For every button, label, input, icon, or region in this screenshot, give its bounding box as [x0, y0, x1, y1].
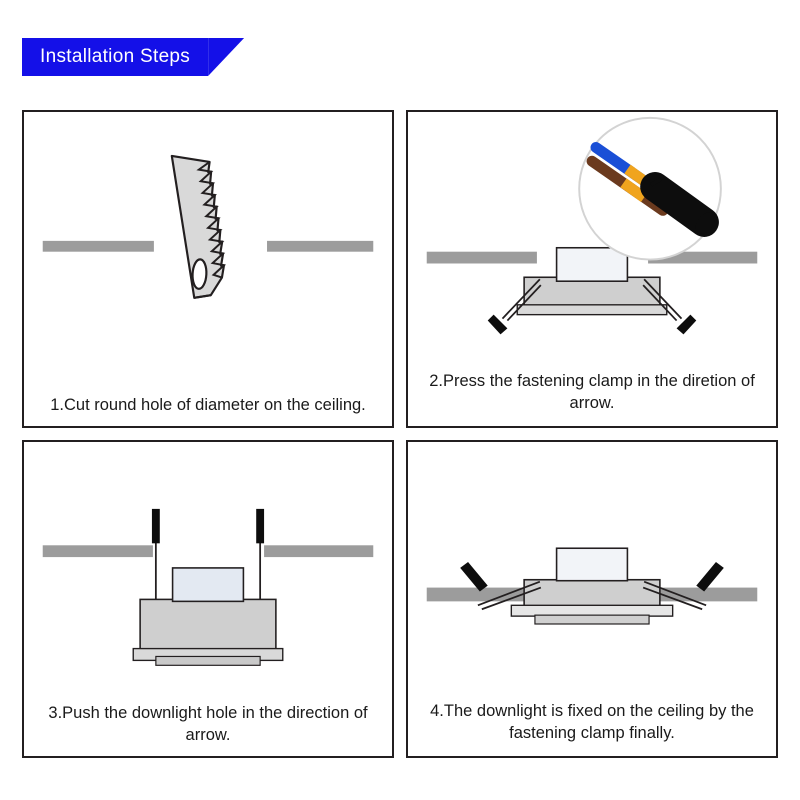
step-1-caption: 1.Cut round hole of diameter on the ceiling.: [50, 396, 366, 414]
steps-grid: [22, 110, 778, 758]
header-banner-body: [22, 38, 208, 76]
page-title: Installation Steps: [40, 46, 191, 67]
saw-icon: [24, 112, 392, 354]
header-banner: [22, 38, 244, 76]
step-panel-4: [406, 440, 778, 758]
step-4-caption: 4.The downlight is fixed on the ceiling by the fastening clamp finally.: [430, 702, 754, 742]
push-downlight-icon: [24, 442, 392, 684]
step-panel-2: [406, 110, 778, 428]
header-banner-tail: [208, 38, 244, 76]
step-3-caption: 3.Push the downlight hole in the direction of arrow.: [48, 704, 368, 744]
step-panel-3: [22, 440, 394, 758]
step-2-illustration: [408, 112, 776, 354]
step-2-caption: 2.Press the fastening clamp in the diretion of arrow.: [429, 372, 755, 412]
step-4-illustration: [408, 442, 776, 684]
downlight-fixed-icon: [408, 442, 776, 684]
step-1-illustration: [24, 112, 392, 354]
step-panel-1: [22, 110, 394, 428]
clamp-press-icon: [408, 112, 776, 354]
step-3-illustration: [24, 442, 392, 684]
